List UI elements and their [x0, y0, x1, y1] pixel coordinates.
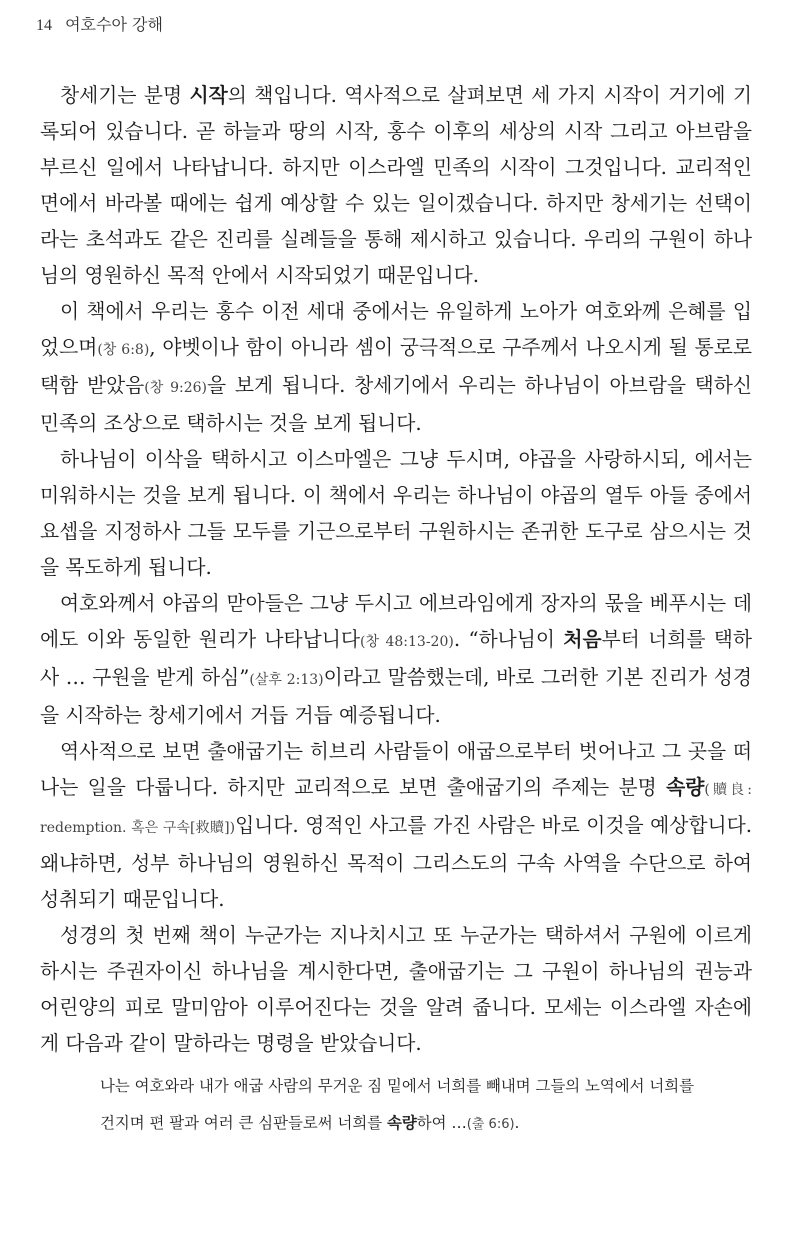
body-text	[40, 78, 752, 1062]
scripture-reference: (출 6:6)	[466, 1117, 515, 1132]
text-span: 성경의 첫 번째 책이 누군가는 지나치시고 또 누군가는 택하셔서 구원에 이르게 하시는 주권자이신 하나님을 계시한다면, 출애굽기는 그 구원이 하나님의 권능과 어린양의 피로 말미암아 이루어진다는 것을 알려 줍니다. 모세는 이스라엘 자손에게 다음과 같이 말하라는 명령을 받았습니다.	[40, 924, 752, 1055]
text-span: .	[514, 1114, 520, 1132]
term-gloss: (贖良: redemption. 혹은 구속[救贖])	[40, 782, 752, 836]
text-span: 이 책에서 우리는 홍수 이전 세대 중에서는 유일하게 노아가 여호와께 은혜를 입었으며	[40, 300, 752, 359]
text-span: 하나님이 이삭을 택하시고 이스마엘은 그냥 두시며, 야곱을 사랑하시되, 에서는 미워하시는 것을 보게 됩니다. 이 책에서 우리는 하나님이 야곱의 열두 아들 중에서 요셉을 지정하사 그들 모두를 기근으로부터 구원하시는 존귀한 도구로 삼으시는 것을 목도하게 됩니다.	[40, 448, 752, 579]
text-span: 입니다. 영적인 사고를 가진 사람은 바로 이것을 예상합니다. 왜냐하면, 성부 하나님의 영원하신 목적이 그리스도의 구속 사역을 수단으로 하여 성취되기 때문입니다.	[40, 814, 753, 911]
text-span: 나는 여호와라 내가 애굽 사람의 무거운 짐 밑에서 너희를 빼내며 그들의 노역에서 너희를 건지며 편 팔과 여러 큰 심판들로써 너희를	[100, 1077, 694, 1132]
text-span: 여호와께서 야곱의 맏아들은 그냥 두시고 에브라임에게 장자의 몫을 베푸시는 데에도 이와 동일한 원리가 나타납니다	[40, 592, 752, 651]
page-number: 14	[36, 17, 52, 34]
text-span: 역사적으로 보면 출애굽기는 히브리 사람들이 애굽으로부터 벗어나고 그 곳을 떠나는 일을 다룹니다. 하지만 교리적으로 보면 출애굽기의 주제는 분명	[40, 740, 752, 799]
text-span: , 야벳이나 함이 아니라 셈이 궁극적으로 구주께서 나오시게 될 통로로 택함 받았음	[40, 336, 752, 397]
text-span: 의 책입니다. 역사적으로 살펴보면 세 가지 시작이 거기에 기록되어 있습니다. 곧 하늘과 땅의 시작, 홍수 이후의 세상의 시작 그리고 아브람을 부르신 일에서 나타납니다. 하지만 이스라엘 민족의 시작이 그것입니다. 교리적인 면에서 바라볼 때에는 쉽게 예상할 수 있는 일이겠습니다. 하지만 창세기는 선택이라는 초석과도 같은 진리를 실례들을 통해 제시하고 있습니다. 우리의 구원이 하나님의 영원하신 목적 안에서 시작되었기 때문입니다.	[40, 84, 752, 287]
paragraph-3	[40, 442, 752, 586]
scripture-reference: (살후 2:13)	[249, 672, 324, 688]
paragraph-4	[40, 586, 752, 734]
scripture-reference: (창 48:13-20)	[359, 634, 454, 650]
block-quote	[100, 1068, 710, 1143]
emphasis-text: 시작	[189, 84, 228, 107]
paragraph-5	[40, 734, 752, 918]
text-span: 을 보게 됩니다. 창세기에서 우리는 하나님이 아브람을 택하신 민족의 조상으로 택하시는 것을 보게 됩니다.	[40, 374, 752, 435]
text-span: 부터 너희를 택하사 … 구원을 받게 하심”	[40, 628, 752, 689]
paragraph-2	[40, 294, 752, 442]
emphasis-text: 처음	[563, 628, 602, 651]
text-span: . “하나님이	[453, 628, 564, 651]
text-span: 이라고 말씀했는데, 바로 그러한 기본 진리가 성경을 시작하는 창세기에서 거듭 거듭 예증됩니다.	[40, 666, 752, 727]
scripture-reference: (창 6:8)	[97, 342, 150, 358]
emphasis-text: 속량	[387, 1114, 417, 1132]
emphasis-text: 속량	[666, 776, 705, 799]
running-title: 여호수아 강해	[65, 15, 163, 34]
paragraph-6	[40, 918, 752, 1062]
paragraph-1	[40, 78, 752, 294]
text-span: 하여 …	[416, 1114, 467, 1132]
page-header	[36, 12, 163, 35]
scripture-reference: (창 9:26)	[144, 380, 208, 396]
text-span: 창세기는 분명	[60, 84, 190, 107]
